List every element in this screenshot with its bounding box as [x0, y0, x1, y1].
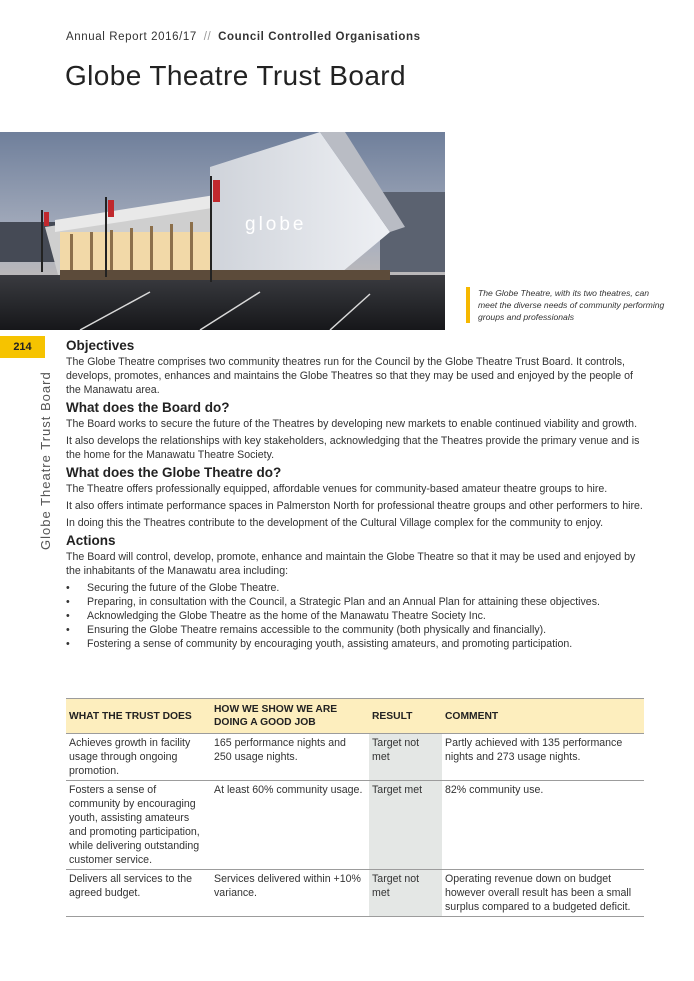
table-row: [66, 734, 644, 781]
actions-list: [66, 581, 646, 651]
list-item: • Securing the future of the Globe Theatre.: [66, 581, 646, 595]
list-item: • Ensuring the Globe Theatre remains accessible to the community (both physically and financially).: [66, 623, 646, 637]
objectives-heading: Objectives: [66, 338, 135, 353]
table-cell: Services delivered within +10% variance.: [211, 870, 369, 917]
objectives-text: The Globe Theatre comprises two community theatres run for the Council by the Globe Theatre Trust Board. It controls, develops, promotes, enhances and maintains the Globe Theatres so that they may be used and enjoyed by the people of the Manawatu area.: [66, 356, 633, 396]
theatre-heading: What does the Globe Theatre do?: [66, 465, 282, 480]
main-content: [66, 338, 646, 651]
list-item: • Acknowledging the Globe Theatre as the home of the Manawatu Theatre Society Inc.: [66, 609, 646, 623]
table-cell: Fosters a sense of community by encouraging youth, assisting amateurs and promoting participation, while delivering outstanding customer service.: [66, 781, 211, 870]
page-number: 214: [0, 336, 45, 358]
result-cell: Target met: [369, 781, 442, 870]
theatre-building-image: [0, 132, 445, 330]
actions-heading: Actions: [66, 533, 116, 548]
header-separator: //: [203, 31, 212, 43]
column-header: RESULT: [369, 699, 442, 734]
table-row: [66, 781, 644, 870]
result-cell: Target not met: [369, 870, 442, 917]
board-heading: What does the Board do?: [66, 400, 230, 415]
actions-intro: The Board will control, develop, promote, enhance and maintain the Globe Theatre so that it may be used and enjoyed by the inhabitants of the Manawatu area including:: [66, 551, 636, 577]
column-header: HOW WE SHOW WE ARE DOING A GOOD JOB: [211, 699, 369, 734]
section-label: Council Controlled Organisations: [218, 31, 421, 43]
running-header: [66, 31, 421, 43]
table-cell: At least 60% community usage.: [211, 781, 369, 870]
table-cell: Partly achieved with 135 performance nights and 273 usage nights.: [442, 734, 644, 781]
side-title: Globe Theatre Trust Board: [38, 371, 53, 550]
globe-theatre-photo: [0, 132, 445, 330]
result-cell: Target not met: [369, 734, 442, 781]
table-cell: Operating revenue down on budget however overall result has been a small surplus compared to a budgeted deficit.: [442, 870, 644, 917]
table-header-row: [66, 699, 644, 734]
sign-text: globe: [245, 214, 307, 235]
theatre-paragraph: It also offers intimate performance spaces in Palmerston North for professional theatre groups and other performers to hire.: [66, 500, 643, 512]
column-header: WHAT THE TRUST DOES: [66, 699, 211, 734]
table-cell: 82% community use.: [442, 781, 644, 870]
table-cell: 165 performance nights and 250 usage nights.: [211, 734, 369, 781]
board-paragraph: It also develops the relationships with key stakeholders, acknowledging that the Theatres provide the primary venue and is the home for the Manawatu Theatre Society.: [66, 435, 640, 461]
theatre-paragraph: The Theatre offers professionally equipped, affordable venues for community-based amateur theatre groups to hire.: [66, 483, 608, 495]
photo-caption: The Globe Theatre, with its two theatres, can meet the diverse needs of community performing groups and professionals: [466, 287, 668, 323]
performance-table: [66, 698, 644, 917]
board-paragraph: The Board works to secure the future of the Theatres by developing new markets to enable continued viability and growth.: [66, 418, 638, 430]
column-header: COMMENT: [442, 699, 644, 734]
theatre-paragraph: In doing this the Theatres contribute to the development of the Cultural Village complex for the community to enjoy.: [66, 517, 604, 529]
table-cell: Delivers all services to the agreed budget.: [66, 870, 211, 917]
list-item: • Preparing, in consultation with the Council, a Strategic Plan and an Annual Plan for attaining these objectives.: [66, 595, 646, 609]
report-label: Annual Report 2016/17: [66, 31, 197, 43]
table-cell: Achieves growth in facility usage through ongoing promotion.: [66, 734, 211, 781]
page-title: Globe Theatre Trust Board: [65, 60, 406, 91]
list-item: • Fostering a sense of community by encouraging youth, assisting amateurs, and promoting participation.: [66, 637, 646, 651]
table-row: [66, 870, 644, 917]
